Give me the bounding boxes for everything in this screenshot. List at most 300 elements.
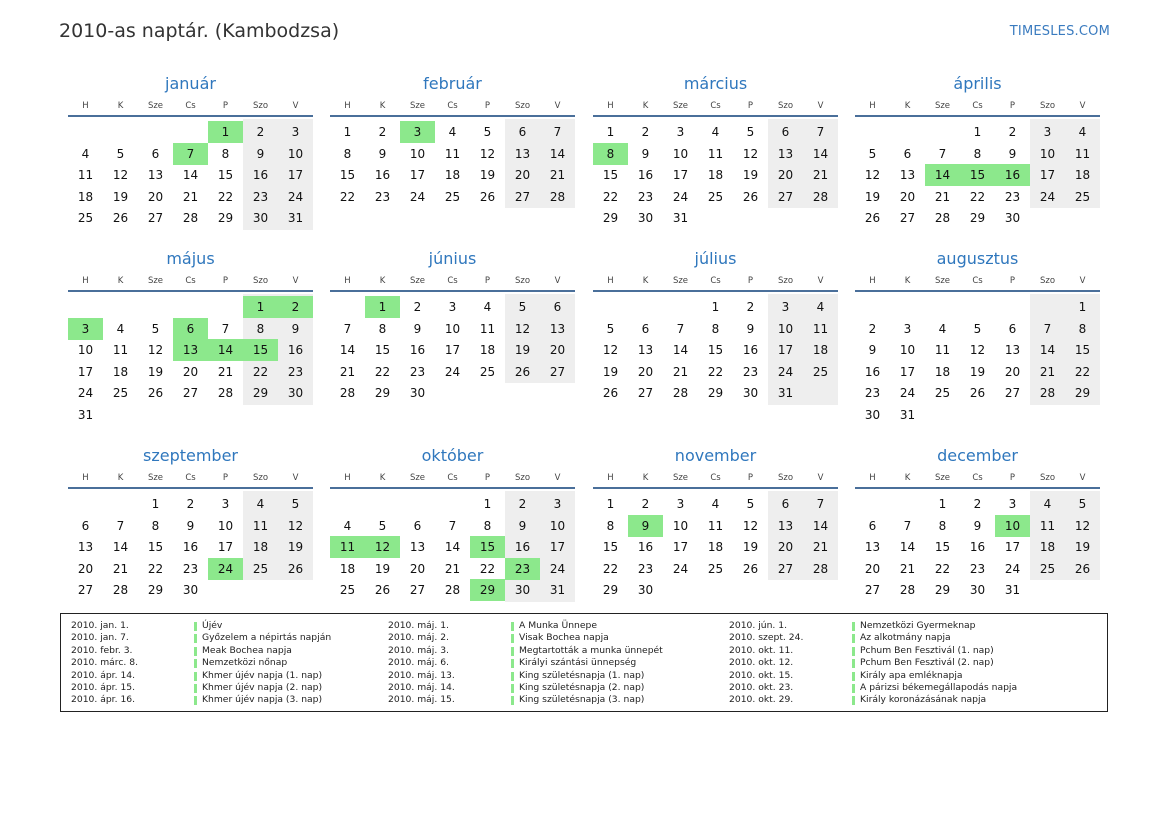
day-cell: 6 bbox=[1008, 321, 1017, 336]
month-header-rule bbox=[68, 115, 313, 117]
holiday-marker bbox=[511, 634, 514, 643]
day-cell: 2 bbox=[1008, 125, 1017, 139]
holiday-date: 2010. márc. 8. bbox=[71, 657, 139, 669]
day-cell: 8 bbox=[973, 146, 982, 161]
day-cell: 28 bbox=[339, 386, 356, 401]
day-cell: 21 bbox=[217, 364, 234, 379]
weekday-label: H bbox=[869, 473, 876, 483]
day-cell: 15 bbox=[147, 540, 164, 555]
holiday-day: 23 bbox=[505, 558, 540, 580]
day-cell: 20 bbox=[864, 561, 881, 576]
day-cell: 11 bbox=[1074, 146, 1091, 161]
day-cell: 25 bbox=[812, 364, 829, 379]
holiday-date: 2010. máj. 15. bbox=[388, 694, 455, 706]
day-cell: 2 bbox=[746, 300, 755, 314]
month-name: július bbox=[694, 249, 737, 268]
holiday-day: 29 bbox=[470, 579, 505, 601]
day-cell: 3 bbox=[291, 125, 300, 139]
holiday-date: 2010. jan. 7. bbox=[71, 632, 129, 644]
day-cell: 5 bbox=[868, 146, 877, 161]
day-cell: 12 bbox=[864, 168, 881, 183]
day-cell: 20 bbox=[514, 168, 531, 183]
day-cell: 30 bbox=[287, 386, 304, 401]
weekday-label: Szo bbox=[1039, 101, 1056, 111]
day-cell: 8 bbox=[151, 518, 160, 533]
day-cell: 13 bbox=[777, 146, 794, 161]
day-cell: 20 bbox=[777, 168, 794, 183]
day-cell: 26 bbox=[969, 386, 986, 401]
day-cell: 5 bbox=[746, 125, 755, 139]
day-cell: 28 bbox=[1039, 386, 1056, 401]
holiday-day: 1 bbox=[365, 296, 400, 318]
weekday-label: Sze bbox=[409, 473, 426, 483]
day-cell: 17 bbox=[1004, 540, 1021, 555]
weekday-label: V bbox=[817, 276, 824, 286]
day-cell: 30 bbox=[1004, 211, 1021, 226]
day-cell: 22 bbox=[217, 189, 234, 204]
day-cell: 12 bbox=[514, 321, 531, 336]
holiday-marker bbox=[194, 622, 197, 631]
day-cell: 12 bbox=[742, 146, 759, 161]
legend-row bbox=[729, 670, 1049, 682]
day-cell: 24 bbox=[409, 189, 426, 204]
day-cell: 18 bbox=[1074, 168, 1091, 183]
day-cell: 7 bbox=[343, 321, 352, 336]
day-cell: 21 bbox=[1039, 364, 1056, 379]
weekday-label: Sze bbox=[147, 276, 164, 286]
holiday-marker bbox=[511, 622, 514, 631]
day-cell: 13 bbox=[864, 540, 881, 555]
month-header-rule bbox=[68, 290, 313, 292]
weekday-label: Szo bbox=[777, 101, 794, 111]
month-header-rule bbox=[330, 290, 575, 292]
day-cell: 2 bbox=[413, 300, 422, 314]
day-cell: 20 bbox=[777, 540, 794, 555]
day-cell: 8 bbox=[378, 321, 387, 336]
weekday-label: K bbox=[117, 276, 124, 286]
day-cell: 28 bbox=[934, 211, 951, 226]
holiday-name: Megtartották a munka ünnepét bbox=[519, 644, 663, 656]
holiday-day: 7 bbox=[173, 143, 208, 165]
day-cell: 5 bbox=[151, 321, 160, 336]
day-cell: 30 bbox=[182, 583, 199, 598]
month-name: január bbox=[165, 74, 216, 93]
day-cell: 23 bbox=[1004, 189, 1021, 204]
day-cell: 15 bbox=[602, 168, 619, 183]
day-cell: 22 bbox=[252, 364, 269, 379]
day-cell: 15 bbox=[934, 540, 951, 555]
day-cell: 7 bbox=[448, 518, 457, 533]
day-cell: 24 bbox=[672, 189, 689, 204]
day-cell: 11 bbox=[77, 168, 94, 183]
day-cell: 4 bbox=[938, 321, 947, 336]
day-cell: 4 bbox=[81, 146, 90, 161]
day-cell: 2 bbox=[256, 125, 265, 139]
day-cell: 12 bbox=[602, 343, 619, 358]
holiday-name: Pchum Ben Fesztivál (2. nap) bbox=[860, 657, 994, 669]
day-cell: 5 bbox=[606, 321, 615, 336]
weekday-label: K bbox=[904, 101, 911, 111]
month-header-rule bbox=[68, 487, 313, 489]
weekday-label: Cs bbox=[185, 276, 196, 286]
day-cell: 15 bbox=[374, 343, 391, 358]
day-cell: 25 bbox=[707, 561, 724, 576]
weekday-label: Sze bbox=[672, 101, 689, 111]
day-cell: 9 bbox=[291, 321, 300, 336]
day-cell: 22 bbox=[1074, 364, 1091, 379]
day-cell: 5 bbox=[116, 146, 125, 161]
holiday-name: Király apa emléknapja bbox=[860, 669, 963, 681]
holiday-day: 13 bbox=[173, 339, 208, 361]
day-cell: 23 bbox=[252, 189, 269, 204]
holiday-day: 2 bbox=[278, 296, 313, 318]
day-cell: 23 bbox=[182, 561, 199, 576]
holiday-day: 3 bbox=[400, 121, 435, 143]
day-cell: 6 bbox=[81, 518, 90, 533]
day-cell: 2 bbox=[973, 497, 982, 511]
month-header-rule bbox=[855, 290, 1100, 292]
day-cell: 17 bbox=[77, 364, 94, 379]
day-cell: 9 bbox=[186, 518, 195, 533]
day-cell: 6 bbox=[518, 125, 527, 139]
weekday-label: Szo bbox=[252, 473, 269, 483]
weekday-label: P bbox=[1009, 101, 1016, 111]
day-cell: 10 bbox=[672, 146, 689, 161]
holiday-marker bbox=[194, 634, 197, 643]
weekday-label: H bbox=[344, 101, 351, 111]
day-cell: 24 bbox=[777, 364, 794, 379]
day-cell: 18 bbox=[934, 364, 951, 379]
day-cell: 31 bbox=[549, 583, 566, 598]
day-cell: 27 bbox=[549, 364, 566, 379]
day-cell: 6 bbox=[413, 518, 422, 533]
weekday-label: Cs bbox=[447, 101, 458, 111]
holiday-date: 2010. ápr. 14. bbox=[71, 669, 136, 681]
day-cell: 29 bbox=[217, 211, 234, 226]
day-cell: 12 bbox=[287, 518, 304, 533]
weekday-label: Szo bbox=[252, 101, 269, 111]
legend-row bbox=[388, 694, 708, 706]
day-cell: 21 bbox=[812, 168, 829, 183]
day-cell: 10 bbox=[777, 321, 794, 336]
day-cell: 7 bbox=[676, 321, 685, 336]
day-cell: 29 bbox=[602, 211, 619, 226]
legend-column bbox=[729, 620, 1049, 707]
day-cell: 10 bbox=[217, 518, 234, 533]
day-cell: 16 bbox=[637, 168, 654, 183]
day-cell: 22 bbox=[707, 364, 724, 379]
day-cell: 12 bbox=[969, 343, 986, 358]
day-cell: 14 bbox=[444, 540, 461, 555]
day-cell: 5 bbox=[518, 300, 527, 314]
day-cell: 19 bbox=[287, 540, 304, 555]
day-cell: 10 bbox=[899, 343, 916, 358]
day-cell: 27 bbox=[899, 211, 916, 226]
day-cell: 6 bbox=[151, 146, 160, 161]
day-cell: 15 bbox=[217, 168, 234, 183]
day-cell: 28 bbox=[672, 386, 689, 401]
holiday-name: Győzelem a népirtás napján bbox=[202, 632, 332, 644]
day-cell: 21 bbox=[899, 561, 916, 576]
day-cell: 25 bbox=[707, 189, 724, 204]
weekday-label: P bbox=[747, 473, 754, 483]
day-cell: 8 bbox=[221, 146, 230, 161]
day-cell: 14 bbox=[812, 146, 829, 161]
holiday-day: 16 bbox=[995, 164, 1030, 186]
weekday-label: V bbox=[1079, 101, 1086, 111]
day-cell: 31 bbox=[777, 386, 794, 401]
day-cell: 18 bbox=[1039, 540, 1056, 555]
day-cell: 1 bbox=[343, 125, 352, 139]
day-cell: 21 bbox=[549, 168, 566, 183]
holiday-marker bbox=[194, 672, 197, 681]
day-cell: 24 bbox=[899, 386, 916, 401]
day-cell: 13 bbox=[549, 321, 566, 336]
weekday-label: Cs bbox=[447, 276, 458, 286]
day-cell: 25 bbox=[339, 583, 356, 598]
day-cell: 13 bbox=[409, 540, 426, 555]
holiday-name: Királyi szántási ünnepség bbox=[519, 657, 637, 669]
brand-link[interactable]: TIMESLES.COM bbox=[1009, 24, 1110, 39]
day-cell: 24 bbox=[549, 561, 566, 576]
holiday-day: 10 bbox=[995, 515, 1030, 537]
weekday-label: V bbox=[817, 473, 824, 483]
day-cell: 23 bbox=[637, 561, 654, 576]
page-title: 2010-as naptár. (Kambodzsa) bbox=[59, 20, 340, 42]
weekday-label: V bbox=[292, 101, 299, 111]
day-cell: 16 bbox=[252, 168, 269, 183]
day-cell: 12 bbox=[1074, 518, 1091, 533]
legend-row bbox=[729, 657, 1049, 669]
day-cell: 14 bbox=[672, 343, 689, 358]
holiday-name: Visak Bochea napja bbox=[519, 632, 609, 644]
day-cell: 26 bbox=[514, 364, 531, 379]
day-cell: 18 bbox=[339, 561, 356, 576]
day-cell: 26 bbox=[864, 211, 881, 226]
day-cell: 17 bbox=[777, 343, 794, 358]
holiday-date: 2010. okt. 11. bbox=[729, 644, 794, 656]
day-cell: 4 bbox=[816, 300, 825, 314]
day-cell: 31 bbox=[287, 211, 304, 226]
legend-row bbox=[729, 694, 1049, 706]
holiday-marker bbox=[852, 684, 855, 693]
holiday-marker bbox=[852, 672, 855, 681]
legend-row bbox=[71, 645, 391, 657]
month-name: október bbox=[421, 446, 484, 465]
weekday-label: Szo bbox=[252, 276, 269, 286]
holiday-marker bbox=[852, 696, 855, 705]
day-cell: 30 bbox=[637, 583, 654, 598]
day-cell: 27 bbox=[182, 386, 199, 401]
weekday-label: P bbox=[222, 473, 229, 483]
holiday-date: 2010. szept. 24. bbox=[729, 632, 804, 644]
day-cell: 8 bbox=[256, 321, 265, 336]
holiday-name: Nemzetközi nőnap bbox=[202, 657, 288, 669]
holiday-date: 2010. jan. 1. bbox=[71, 620, 129, 631]
day-cell: 11 bbox=[812, 321, 829, 336]
day-cell: 9 bbox=[1008, 146, 1017, 161]
weekday-label: H bbox=[869, 276, 876, 286]
day-cell: 19 bbox=[969, 364, 986, 379]
weekday-label: Szo bbox=[777, 473, 794, 483]
day-cell: 10 bbox=[287, 146, 304, 161]
holiday-date: 2010. máj. 6. bbox=[388, 657, 449, 669]
month-header-rule bbox=[593, 290, 838, 292]
day-cell: 19 bbox=[1074, 540, 1091, 555]
day-cell: 3 bbox=[448, 300, 457, 314]
day-cell: 8 bbox=[938, 518, 947, 533]
weekday-label: Cs bbox=[185, 101, 196, 111]
day-cell: 8 bbox=[606, 518, 615, 533]
holiday-marker bbox=[194, 684, 197, 693]
holiday-day: 9 bbox=[628, 515, 663, 537]
day-cell: 26 bbox=[479, 189, 496, 204]
month-header-rule bbox=[855, 487, 1100, 489]
holiday-name: Pchum Ben Fesztivál (1. nap) bbox=[860, 644, 994, 656]
holiday-date: 2010. ápr. 15. bbox=[71, 681, 136, 693]
day-cell: 2 bbox=[186, 497, 195, 511]
holiday-day: 8 bbox=[593, 143, 628, 165]
day-cell: 5 bbox=[746, 497, 755, 511]
holiday-date: 2010. jún. 1. bbox=[729, 620, 788, 631]
weekday-label: K bbox=[379, 101, 386, 111]
day-cell: 25 bbox=[934, 386, 951, 401]
day-cell: 19 bbox=[514, 343, 531, 358]
weekday-label: P bbox=[747, 101, 754, 111]
day-cell: 2 bbox=[641, 497, 650, 511]
legend-row bbox=[729, 645, 1049, 657]
day-cell: 24 bbox=[1039, 189, 1056, 204]
day-cell: 29 bbox=[602, 583, 619, 598]
day-cell: 4 bbox=[483, 300, 492, 314]
day-cell: 28 bbox=[549, 189, 566, 204]
day-cell: 7 bbox=[553, 125, 562, 139]
month-header-rule bbox=[593, 487, 838, 489]
day-cell: 3 bbox=[1043, 125, 1052, 139]
day-cell: 1 bbox=[973, 125, 982, 139]
day-cell: 6 bbox=[641, 321, 650, 336]
day-cell: 28 bbox=[217, 386, 234, 401]
weekday-label: H bbox=[82, 101, 89, 111]
weekday-label: Szo bbox=[1039, 276, 1056, 286]
day-cell: 6 bbox=[781, 497, 790, 511]
day-cell: 22 bbox=[479, 561, 496, 576]
day-cell: 4 bbox=[448, 125, 457, 139]
month-header-rule bbox=[593, 115, 838, 117]
weekday-label: Cs bbox=[710, 276, 721, 286]
holiday-date: 2010. máj. 3. bbox=[388, 644, 449, 656]
holiday-marker bbox=[852, 622, 855, 631]
day-cell: 25 bbox=[1074, 189, 1091, 204]
day-cell: 23 bbox=[287, 364, 304, 379]
holiday-marker bbox=[511, 659, 514, 668]
day-cell: 18 bbox=[479, 343, 496, 358]
day-cell: 12 bbox=[479, 146, 496, 161]
day-cell: 29 bbox=[147, 583, 164, 598]
weekday-label: H bbox=[607, 101, 614, 111]
holiday-name: King születésnapja (2. nap) bbox=[519, 681, 645, 693]
holiday-name: Khmer újév napja (3. nap) bbox=[202, 694, 323, 706]
weekday-label: Sze bbox=[147, 101, 164, 111]
weekday-label: K bbox=[379, 473, 386, 483]
day-cell: 15 bbox=[339, 168, 356, 183]
day-cell: 17 bbox=[1039, 168, 1056, 183]
day-cell: 5 bbox=[291, 497, 300, 511]
day-cell: 23 bbox=[742, 364, 759, 379]
month-name: április bbox=[953, 74, 1002, 93]
day-cell: 30 bbox=[742, 386, 759, 401]
month-header-rule bbox=[330, 115, 575, 117]
weekday-label: Sze bbox=[934, 473, 951, 483]
holiday-date: 2010. okt. 29. bbox=[729, 694, 794, 706]
day-cell: 20 bbox=[77, 561, 94, 576]
day-cell: 14 bbox=[339, 343, 356, 358]
day-cell: 1 bbox=[606, 125, 615, 139]
day-cell: 23 bbox=[969, 561, 986, 576]
day-cell: 8 bbox=[483, 518, 492, 533]
day-cell: 1 bbox=[1078, 300, 1087, 314]
day-cell: 11 bbox=[252, 518, 269, 533]
day-cell: 7 bbox=[116, 518, 125, 533]
day-cell: 18 bbox=[252, 540, 269, 555]
day-cell: 27 bbox=[1004, 386, 1021, 401]
day-cell: 14 bbox=[549, 146, 566, 161]
day-cell: 27 bbox=[77, 583, 94, 598]
holiday-marker bbox=[194, 647, 197, 656]
holiday-day: 11 bbox=[330, 536, 365, 558]
day-cell: 26 bbox=[742, 561, 759, 576]
holiday-date: 2010. okt. 15. bbox=[729, 669, 794, 681]
day-cell: 28 bbox=[112, 583, 129, 598]
weekday-label: K bbox=[642, 276, 649, 286]
day-cell: 18 bbox=[77, 189, 94, 204]
day-cell: 25 bbox=[77, 211, 94, 226]
day-cell: 17 bbox=[217, 540, 234, 555]
day-cell: 16 bbox=[637, 540, 654, 555]
day-cell: 2 bbox=[378, 125, 387, 139]
day-cell: 25 bbox=[112, 386, 129, 401]
month-name: december bbox=[937, 446, 1018, 465]
weekday-label: Szo bbox=[514, 101, 531, 111]
holiday-name: Újév bbox=[202, 620, 223, 631]
weekday-label: Cs bbox=[710, 101, 721, 111]
day-cell: 20 bbox=[147, 189, 164, 204]
weekday-label: Szo bbox=[514, 276, 531, 286]
day-cell: 19 bbox=[374, 561, 391, 576]
day-cell: 24 bbox=[444, 364, 461, 379]
day-cell: 25 bbox=[1039, 561, 1056, 576]
day-cell: 10 bbox=[444, 321, 461, 336]
day-cell: 21 bbox=[934, 189, 951, 204]
day-cell: 1 bbox=[483, 497, 492, 511]
day-cell: 10 bbox=[77, 343, 94, 358]
weekday-label: Sze bbox=[934, 276, 951, 286]
day-cell: 20 bbox=[1004, 364, 1021, 379]
month-name: augusztus bbox=[936, 249, 1019, 268]
weekday-label: P bbox=[484, 473, 491, 483]
weekday-label: Cs bbox=[447, 473, 458, 483]
day-cell: 9 bbox=[641, 146, 650, 161]
weekday-label: K bbox=[117, 101, 124, 111]
holiday-marker bbox=[511, 647, 514, 656]
weekday-label: P bbox=[747, 276, 754, 286]
legend-row bbox=[388, 645, 708, 657]
weekday-label: Cs bbox=[972, 101, 983, 111]
day-cell: 22 bbox=[969, 189, 986, 204]
day-cell: 21 bbox=[182, 189, 199, 204]
day-cell: 31 bbox=[77, 408, 94, 422]
day-cell: 17 bbox=[672, 168, 689, 183]
